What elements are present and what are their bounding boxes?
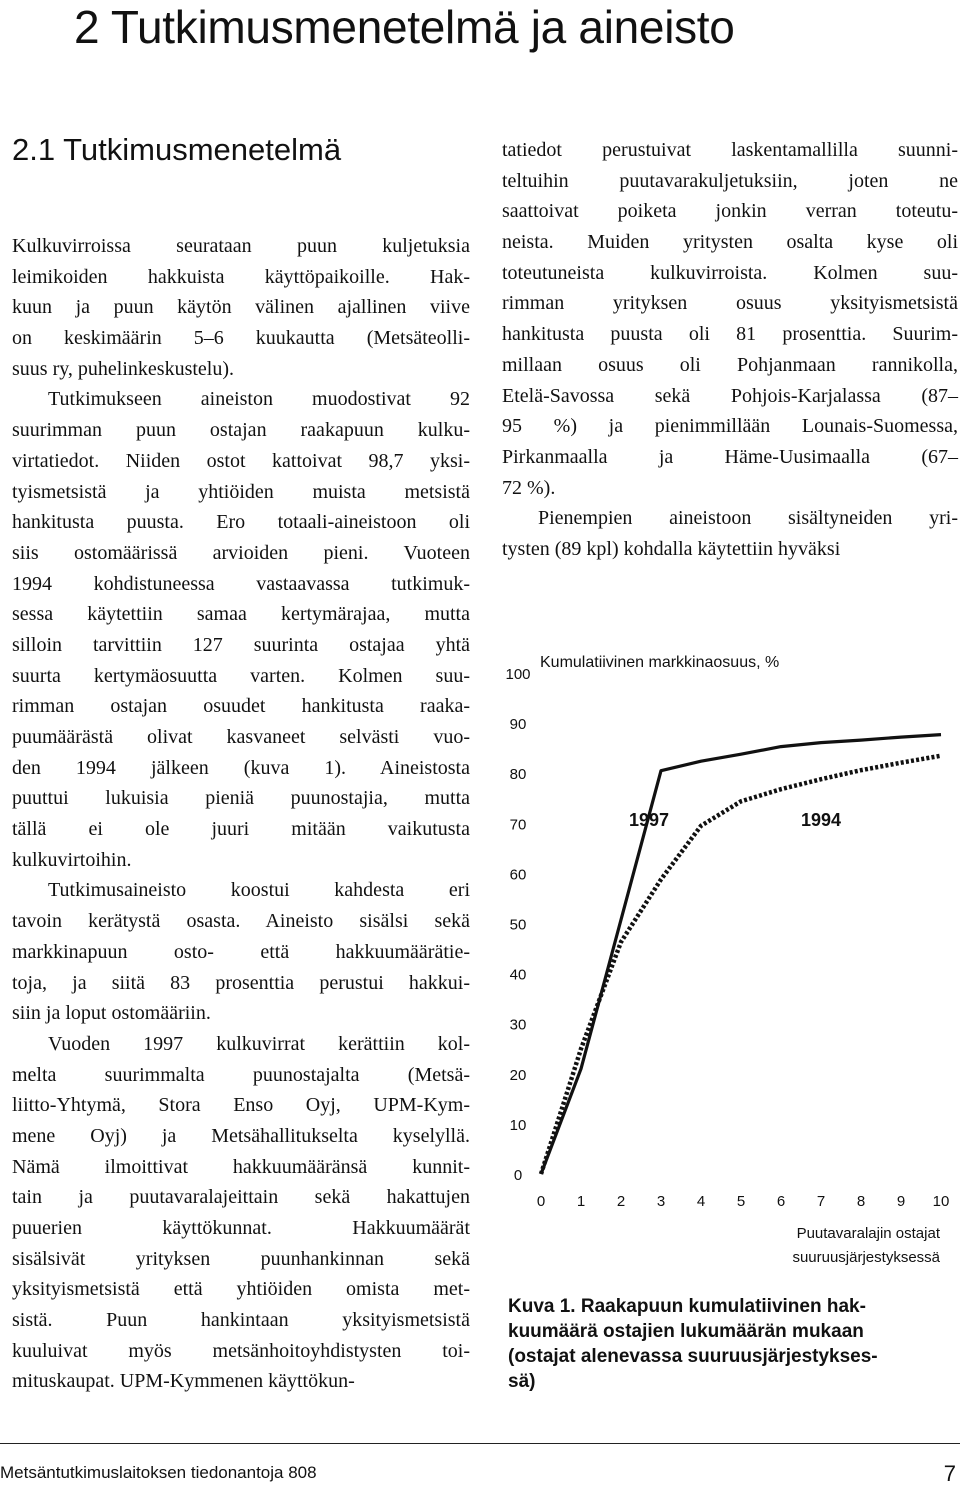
left-column-text	[12, 231, 470, 1397]
x-tick-label: 1	[576, 1193, 586, 1210]
text-line: den 1994 jälkeen (kuva 1). Aineistosta	[12, 756, 470, 779]
text-line: puumäärästä olivat kasvaneet selvästi vuo-	[12, 726, 470, 748]
page-number: 7	[943, 1461, 956, 1486]
series-label-1997: 1997	[628, 809, 670, 830]
text-line: siis ostomäärissä arvioiden pieni. Vuoteen	[12, 541, 470, 564]
chapter-title: 2 Tutkimusmenetelmä ja aineisto	[74, 1, 735, 53]
text-line: Nämä ilmoittivat hakkuumääränsä kunnit-	[12, 1155, 470, 1178]
text-line: 95 %) ja pienimmillään Lounais-Suomessa,	[502, 415, 958, 438]
text-line: millaan osuus oli Pohjanmaan rannikolla,	[502, 353, 958, 376]
text-line: yksityismetsistä että yhtiöiden omista met-	[12, 1278, 470, 1301]
y-tick-label: 0	[513, 1167, 523, 1184]
text-line: Kulkuvirroissa seurataan puun kuljetuksia	[12, 235, 470, 257]
text-line: rimman yrityksen osuus yksityismetsistä	[502, 292, 958, 315]
text-line: kuun ja puun käytön välinen ajallinen viive	[12, 296, 470, 319]
text-line: Tutkimusaineisto koostui kahdesta eri	[48, 879, 470, 902]
text-line: Pirkanmaalla ja Häme-Uusimaalla (67–	[502, 445, 958, 468]
figure-caption	[508, 1294, 948, 1394]
text-line: on keskimäärin 5–6 kuukautta (Metsäteolli-	[12, 327, 470, 350]
caption-line: sä)	[508, 1371, 536, 1392]
text-line: neista. Muiden yritysten osalta kyse oli	[502, 231, 958, 254]
text-line: mituskaupat. UPM-Kymmenen käyttökun-	[12, 1370, 355, 1393]
text-line: toja, ja siitä 83 prosenttia perustui hakkui-	[12, 971, 470, 994]
y-tick-label: 60	[509, 866, 527, 884]
x-tick-label: 5	[736, 1193, 746, 1210]
x-tick-label: 3	[656, 1193, 666, 1210]
series-line-1994	[541, 756, 941, 1174]
text-line: tavoin kerätystä osasta. Aineisto sisälsi sekä	[12, 910, 470, 933]
text-line: tain ja puutavaralajeittain sekä hakattujen	[12, 1186, 470, 1209]
x-tick-label: 9	[896, 1193, 906, 1210]
text-line: tällä ei ole juuri mitään vaikutusta	[12, 818, 470, 841]
x-tick-label: 6	[776, 1193, 786, 1210]
series-label-1994: 1994	[800, 809, 842, 830]
text-line: tatiedot perustuivat laskentamallilla suunni-	[502, 139, 958, 161]
y-tick-label: 30	[509, 1016, 527, 1034]
y-tick-label: 70	[509, 816, 527, 834]
text-line: puuttui lukuisia pieniä puunostajia, mutta	[12, 787, 470, 810]
text-line: Tutkimukseen aineiston muodostivat 92	[48, 388, 470, 411]
y-tick-label: 100	[505, 666, 531, 683]
text-line: kulkuvirtoihin.	[12, 848, 132, 871]
x-tick-label: 4	[696, 1193, 706, 1210]
text-line: tyismetsistä ja yhtiöiden muista metsistä	[12, 480, 470, 503]
caption-line: (ostajat alenevassa suuruusjärjestykses-	[508, 1346, 878, 1367]
text-line: tysten (89 kpl) kohdalla käytettiin hyväksi	[502, 537, 841, 560]
text-line: sisälsivät yrityksen puunhankinnan sekä	[12, 1247, 470, 1270]
text-line: saattoivat poiketa jonkin verran toteutu-	[502, 200, 958, 223]
text-line: liitto-Yhtymä, Stora Enso Oyj, UPM-Kym-	[12, 1094, 470, 1117]
text-line: rimman ostajan osuudet hankitusta raaka-	[12, 695, 470, 718]
text-line: markkinapuun osto- että hakkuumäärätie-	[12, 940, 470, 963]
x-axis-label: suuruusjärjestyksessä	[792, 1249, 940, 1266]
x-tick-label: 7	[816, 1193, 826, 1210]
text-line: hankitusta puusta oli 81 prosenttia. Suurim-	[502, 323, 958, 346]
footer-divider	[0, 1443, 960, 1444]
text-line: siin ja loput ostomääriin.	[12, 1002, 211, 1025]
text-line: sistä. Puun hankintaan yksityismetsistä	[12, 1309, 470, 1332]
y-tick-label: 90	[509, 716, 527, 734]
footer-publication: Metsäntutkimuslaitoksen tiedonantoja 808	[0, 1463, 317, 1482]
caption-line: Kuva 1. Raakapuun kumulatiivinen hak-	[508, 1296, 866, 1317]
text-line: virtatiedot. Niiden ostot kattoivat 98,7 yksi-	[12, 449, 470, 472]
y-tick-label: 50	[509, 916, 527, 934]
x-tick-label: 0	[536, 1193, 546, 1210]
text-line: 72 %).	[502, 476, 556, 499]
text-line: mene Oyj) ja Metsähallitukselta kyselyllä.	[12, 1124, 470, 1147]
text-line: leimikoiden hakkuista käyttöpaikoille. Hak-	[12, 265, 470, 288]
text-line: suurimman puun ostajan raakapuun kulku-	[12, 419, 470, 442]
text-line: kuuluivat myös metsänhoitoyhdistysten toi-	[12, 1339, 470, 1362]
text-line: suurta kertymäosuutta varten. Kolmen suu-	[12, 664, 470, 687]
cumulative-share-chart	[498, 640, 960, 1280]
x-tick-label: 8	[856, 1193, 866, 1210]
text-line: suus ry, puhelinkeskustelu).	[12, 357, 235, 380]
caption-line: kuumäärä ostajien lukumäärän mukaan	[508, 1321, 864, 1342]
text-line: silloin tarvittiin 127 suurinta ostajaa yhtä	[12, 633, 470, 656]
text-line: Etelä-Savossa sekä Pohjois-Karjalassa (87–	[502, 384, 958, 407]
text-line: teltuihin puutavarakuljetuksiin, joten ne	[502, 169, 958, 192]
text-line: Pienempien aineistoon sisältyneiden yri-	[538, 507, 958, 530]
y-tick-label: 40	[509, 966, 527, 984]
right-column-text	[502, 135, 958, 565]
text-line: puuerien käyttökunnat. Hakkuumäärät	[12, 1217, 470, 1239]
x-axis-label: Puutavaralajin ostajat	[796, 1225, 940, 1242]
text-line: 1994 kohdistuneessa vastaavassa tutkimuk-	[12, 572, 470, 595]
x-tick-label: 10	[932, 1193, 950, 1210]
text-line: hankitusta puusta. Ero totaali-aineistoon oli	[12, 511, 470, 534]
text-line: Vuoden 1997 kulkuvirrat kerättiin kol-	[48, 1032, 470, 1055]
text-line: toteutuneista kulkuvirroista. Kolmen suu-	[502, 261, 958, 284]
y-tick-label: 20	[509, 1066, 527, 1084]
x-tick-label: 2	[616, 1193, 626, 1210]
text-line: melta suurimmalta puunostajalta (Metsä-	[12, 1063, 470, 1086]
y-tick-label: 80	[509, 766, 527, 784]
chart-title: Kumulatiivinen markkinaosuus, %	[540, 654, 780, 671]
y-tick-label: 10	[509, 1116, 527, 1134]
section-title: 2.1 Tutkimusmenetelmä	[12, 132, 342, 167]
text-line: sessa käytettiin samaa kertymärajaa, mutta	[12, 603, 470, 626]
